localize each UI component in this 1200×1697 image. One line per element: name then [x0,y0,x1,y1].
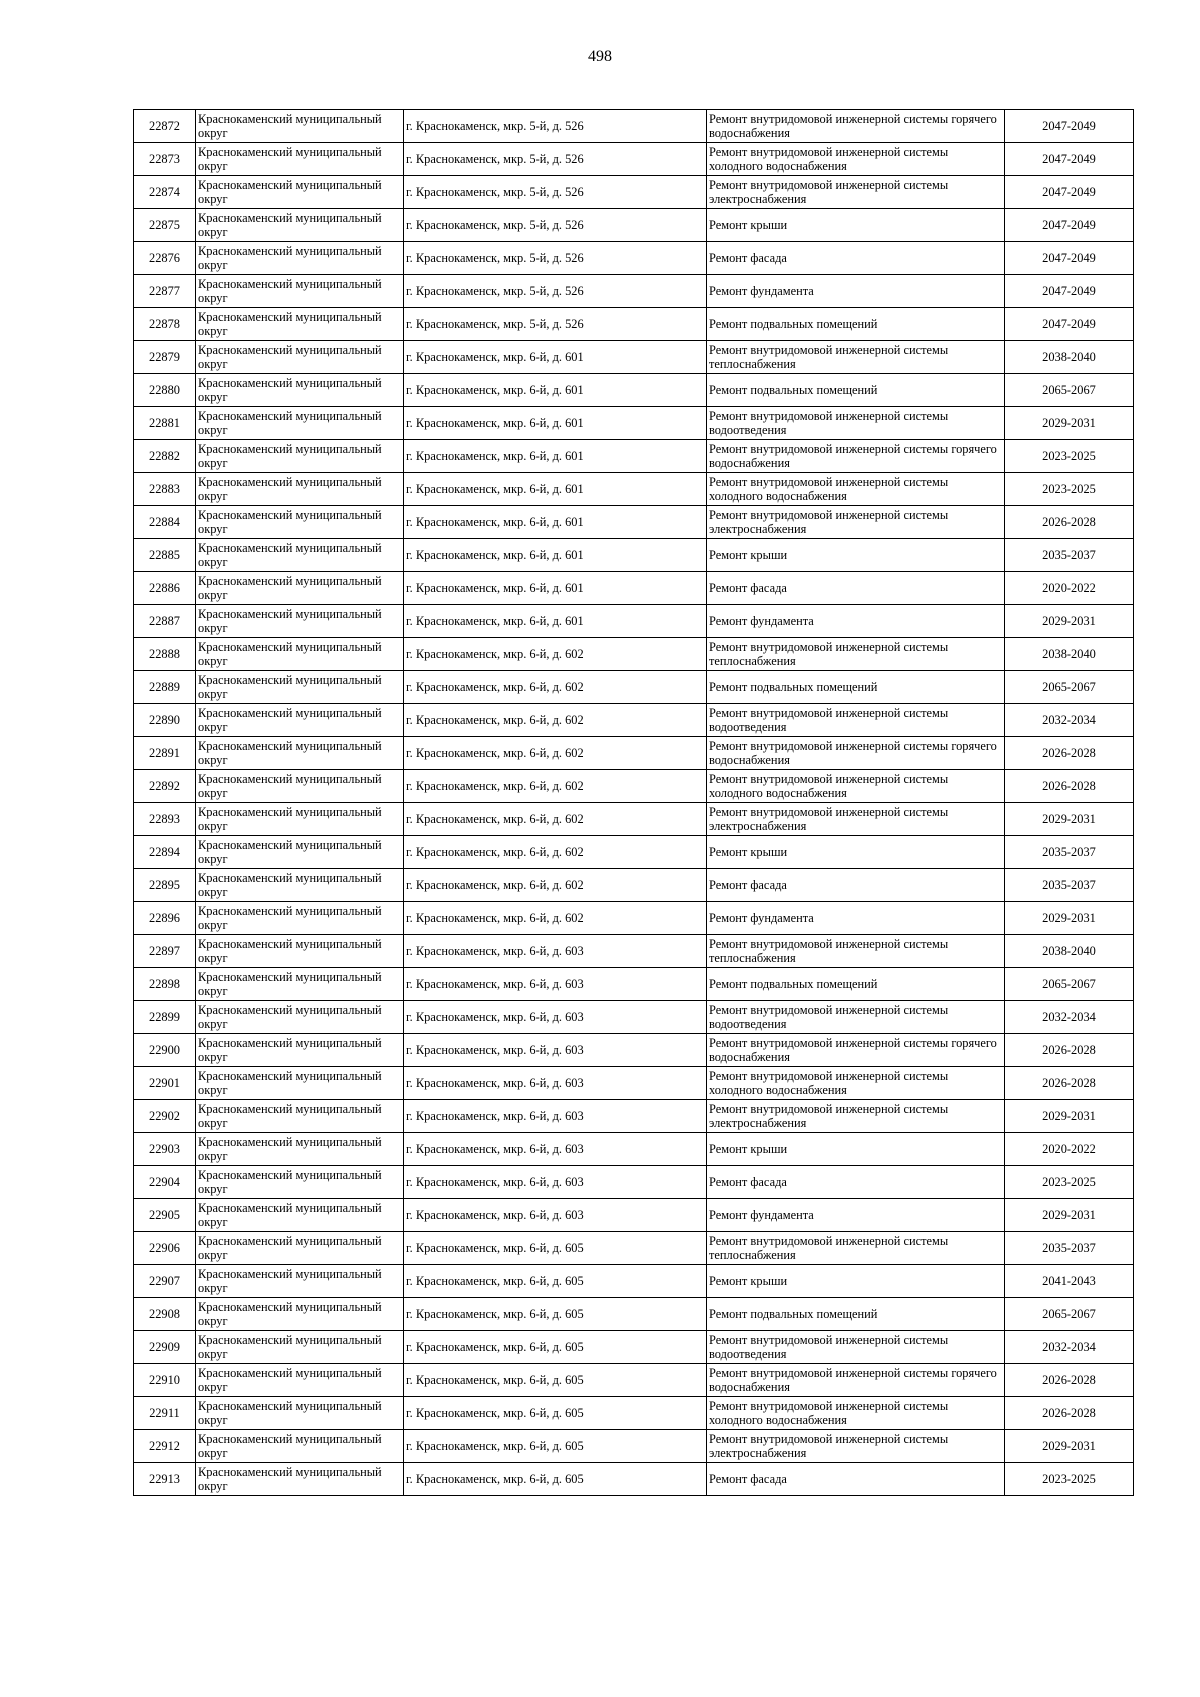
municipality-cell: Краснокаменский муниципальный округ [196,770,404,803]
table-row [134,1331,1134,1364]
period-cell: 2035-2037 [1005,836,1134,869]
municipality-cell: Краснокаменский муниципальный округ [196,308,404,341]
work-type-cell: Ремонт внутридомовой инженерной системы электроснабжения [707,506,1005,539]
row-number-cell: 22882 [134,440,196,473]
address-cell: г. Краснокаменск, мкр. 6-й, д. 603 [404,935,707,968]
row-number-cell: 22884 [134,506,196,539]
row-number-cell: 22894 [134,836,196,869]
period-cell: 2047-2049 [1005,209,1134,242]
row-number-cell: 22885 [134,539,196,572]
municipality-cell: Краснокаменский муниципальный округ [196,341,404,374]
period-cell: 2041-2043 [1005,1265,1134,1298]
period-cell: 2026-2028 [1005,1397,1134,1430]
municipality-cell: Краснокаменский муниципальный округ [196,1397,404,1430]
table-row [134,1034,1134,1067]
municipality-cell: Краснокаменский муниципальный округ [196,1364,404,1397]
work-type-cell: Ремонт внутридомовой инженерной системы электроснабжения [707,803,1005,836]
row-number-cell: 22892 [134,770,196,803]
table-row [134,737,1134,770]
table-row [134,1067,1134,1100]
address-cell: г. Краснокаменск, мкр. 6-й, д. 605 [404,1430,707,1463]
row-number-cell: 22878 [134,308,196,341]
period-cell: 2047-2049 [1005,176,1134,209]
address-cell: г. Краснокаменск, мкр. 6-й, д. 602 [404,737,707,770]
work-type-cell: Ремонт крыши [707,1133,1005,1166]
work-type-cell: Ремонт внутридомовой инженерной системы горячего водоснабжения [707,440,1005,473]
table-row [134,1463,1134,1496]
work-type-cell: Ремонт внутридомовой инженерной системы горячего водоснабжения [707,1364,1005,1397]
row-number-cell: 22874 [134,176,196,209]
municipality-cell: Краснокаменский муниципальный округ [196,1100,404,1133]
municipality-cell: Краснокаменский муниципальный округ [196,1199,404,1232]
row-number-cell: 22880 [134,374,196,407]
period-cell: 2029-2031 [1005,803,1134,836]
address-cell: г. Краснокаменск, мкр. 6-й, д. 603 [404,1199,707,1232]
period-cell: 2032-2034 [1005,1001,1134,1034]
municipality-cell: Краснокаменский муниципальный округ [196,1298,404,1331]
municipality-cell: Краснокаменский муниципальный округ [196,671,404,704]
municipality-cell: Краснокаменский муниципальный округ [196,1265,404,1298]
period-cell: 2038-2040 [1005,341,1134,374]
row-number-cell: 22877 [134,275,196,308]
work-type-cell: Ремонт крыши [707,209,1005,242]
municipality-cell: Краснокаменский муниципальный округ [196,572,404,605]
period-cell: 2065-2067 [1005,968,1134,1001]
row-number-cell: 22879 [134,341,196,374]
municipality-cell: Краснокаменский муниципальный округ [196,539,404,572]
period-cell: 2023-2025 [1005,1463,1134,1496]
table-row [134,209,1134,242]
period-cell: 2029-2031 [1005,605,1134,638]
work-type-cell: Ремонт внутридомовой инженерной системы водоотведения [707,407,1005,440]
work-type-cell: Ремонт фундамента [707,275,1005,308]
table-row [134,1166,1134,1199]
period-cell: 2026-2028 [1005,737,1134,770]
address-cell: г. Краснокаменск, мкр. 6-й, д. 603 [404,968,707,1001]
table-row [134,1199,1134,1232]
municipality-cell: Краснокаменский муниципальный округ [196,176,404,209]
address-cell: г. Краснокаменск, мкр. 6-й, д. 603 [404,1100,707,1133]
table-row [134,803,1134,836]
table-row [134,308,1134,341]
table-row [134,704,1134,737]
municipality-cell: Краснокаменский муниципальный округ [196,836,404,869]
table-row [134,1298,1134,1331]
row-number-cell: 22913 [134,1463,196,1496]
period-cell: 2047-2049 [1005,242,1134,275]
period-cell: 2023-2025 [1005,473,1134,506]
address-cell: г. Краснокаменск, мкр. 6-й, д. 601 [404,506,707,539]
period-cell: 2026-2028 [1005,770,1134,803]
address-cell: г. Краснокаменск, мкр. 6-й, д. 602 [404,836,707,869]
row-number-cell: 22889 [134,671,196,704]
period-cell: 2047-2049 [1005,308,1134,341]
work-type-cell: Ремонт внутридомовой инженерной системы электроснабжения [707,176,1005,209]
address-cell: г. Краснокаменск, мкр. 6-й, д. 603 [404,1001,707,1034]
period-cell: 2035-2037 [1005,1232,1134,1265]
row-number-cell: 22881 [134,407,196,440]
address-cell: г. Краснокаменск, мкр. 6-й, д. 605 [404,1331,707,1364]
row-number-cell: 22912 [134,1430,196,1463]
row-number-cell: 22887 [134,605,196,638]
row-number-cell: 22893 [134,803,196,836]
period-cell: 2020-2022 [1005,572,1134,605]
table-row [134,374,1134,407]
municipality-cell: Краснокаменский муниципальный округ [196,242,404,275]
period-cell: 2065-2067 [1005,374,1134,407]
work-type-cell: Ремонт внутридомовой инженерной системы холодного водоснабжения [707,473,1005,506]
municipality-cell: Краснокаменский муниципальный округ [196,869,404,902]
table-row [134,968,1134,1001]
municipality-cell: Краснокаменский муниципальный округ [196,407,404,440]
work-type-cell: Ремонт подвальных помещений [707,1298,1005,1331]
row-number-cell: 22904 [134,1166,196,1199]
period-cell: 2029-2031 [1005,1199,1134,1232]
address-cell: г. Краснокаменск, мкр. 6-й, д. 602 [404,704,707,737]
work-type-cell: Ремонт подвальных помещений [707,968,1005,1001]
address-cell: г. Краснокаменск, мкр. 5-й, д. 526 [404,308,707,341]
municipality-cell: Краснокаменский муниципальный округ [196,902,404,935]
municipality-cell: Краснокаменский муниципальный округ [196,737,404,770]
table-row [134,1001,1134,1034]
municipality-cell: Краснокаменский муниципальный округ [196,638,404,671]
municipality-cell: Краснокаменский муниципальный округ [196,275,404,308]
municipality-cell: Краснокаменский муниципальный округ [196,605,404,638]
period-cell: 2026-2028 [1005,506,1134,539]
address-cell: г. Краснокаменск, мкр. 5-й, д. 526 [404,275,707,308]
address-cell: г. Краснокаменск, мкр. 6-й, д. 603 [404,1067,707,1100]
period-cell: 2029-2031 [1005,902,1134,935]
municipality-cell: Краснокаменский муниципальный округ [196,506,404,539]
period-cell: 2023-2025 [1005,440,1134,473]
page-number: 498 [588,48,612,65]
table-row [134,836,1134,869]
row-number-cell: 22890 [134,704,196,737]
work-type-cell: Ремонт фундамента [707,605,1005,638]
work-type-cell: Ремонт подвальных помещений [707,308,1005,341]
work-type-cell: Ремонт крыши [707,539,1005,572]
row-number-cell: 22883 [134,473,196,506]
address-cell: г. Краснокаменск, мкр. 6-й, д. 602 [404,638,707,671]
municipality-cell: Краснокаменский муниципальный округ [196,143,404,176]
table-row [134,1133,1134,1166]
municipality-cell: Краснокаменский муниципальный округ [196,209,404,242]
address-cell: г. Краснокаменск, мкр. 6-й, д. 603 [404,1133,707,1166]
municipality-cell: Краснокаменский муниципальный округ [196,1331,404,1364]
address-cell: г. Краснокаменск, мкр. 6-й, д. 602 [404,671,707,704]
address-cell: г. Краснокаменск, мкр. 5-й, д. 526 [404,143,707,176]
row-number-cell: 22873 [134,143,196,176]
municipality-cell: Краснокаменский муниципальный округ [196,1166,404,1199]
municipality-cell: Краснокаменский муниципальный округ [196,704,404,737]
table-row [134,869,1134,902]
work-type-cell: Ремонт внутридомовой инженерной системы холодного водоснабжения [707,143,1005,176]
address-cell: г. Краснокаменск, мкр. 6-й, д. 605 [404,1265,707,1298]
address-cell: г. Краснокаменск, мкр. 6-й, д. 601 [404,572,707,605]
table-row [134,440,1134,473]
table-row [134,671,1134,704]
period-cell: 2032-2034 [1005,704,1134,737]
municipality-cell: Краснокаменский муниципальный округ [196,1430,404,1463]
table-row [134,1364,1134,1397]
period-cell: 2065-2067 [1005,671,1134,704]
row-number-cell: 22907 [134,1265,196,1298]
table-row [134,275,1134,308]
row-number-cell: 22900 [134,1034,196,1067]
work-type-cell: Ремонт подвальных помещений [707,671,1005,704]
work-type-cell: Ремонт внутридомовой инженерной системы электроснабжения [707,1100,1005,1133]
address-cell: г. Краснокаменск, мкр. 5-й, д. 526 [404,176,707,209]
municipality-cell: Краснокаменский муниципальный округ [196,803,404,836]
table-row [134,638,1134,671]
table-row [134,1100,1134,1133]
municipality-cell: Краснокаменский муниципальный округ [196,1067,404,1100]
work-type-cell: Ремонт внутридомовой инженерной системы теплоснабжения [707,638,1005,671]
period-cell: 2029-2031 [1005,1430,1134,1463]
table-row [134,1265,1134,1298]
work-type-cell: Ремонт внутридомовой инженерной системы теплоснабжения [707,341,1005,374]
address-cell: г. Краснокаменск, мкр. 6-й, д. 601 [404,407,707,440]
work-type-cell: Ремонт фундамента [707,1199,1005,1232]
period-cell: 2038-2040 [1005,638,1134,671]
table-row [134,770,1134,803]
address-cell: г. Краснокаменск, мкр. 6-й, д. 605 [404,1298,707,1331]
row-number-cell: 22875 [134,209,196,242]
table-row [134,1232,1134,1265]
work-type-cell: Ремонт крыши [707,836,1005,869]
table-row [134,110,1134,143]
row-number-cell: 22891 [134,737,196,770]
address-cell: г. Краснокаменск, мкр. 6-й, д. 601 [404,440,707,473]
period-cell: 2065-2067 [1005,1298,1134,1331]
municipality-cell: Краснокаменский муниципальный округ [196,110,404,143]
work-type-cell: Ремонт фасада [707,572,1005,605]
table-row [134,1430,1134,1463]
row-number-cell: 22896 [134,902,196,935]
municipality-cell: Краснокаменский муниципальный округ [196,440,404,473]
repair-schedule-table [133,109,1134,1496]
address-cell: г. Краснокаменск, мкр. 6-й, д. 603 [404,1034,707,1067]
row-number-cell: 22906 [134,1232,196,1265]
period-cell: 2032-2034 [1005,1331,1134,1364]
work-type-cell: Ремонт внутридомовой инженерной системы холодного водоснабжения [707,1067,1005,1100]
address-cell: г. Краснокаменск, мкр. 6-й, д. 601 [404,539,707,572]
address-cell: г. Краснокаменск, мкр. 6-й, д. 605 [404,1364,707,1397]
municipality-cell: Краснокаменский муниципальный округ [196,935,404,968]
address-cell: г. Краснокаменск, мкр. 6-й, д. 602 [404,770,707,803]
row-number-cell: 22897 [134,935,196,968]
address-cell: г. Краснокаменск, мкр. 6-й, д. 601 [404,605,707,638]
period-cell: 2035-2037 [1005,869,1134,902]
table-row [134,539,1134,572]
work-type-cell: Ремонт внутридомовой инженерной системы электроснабжения [707,1430,1005,1463]
address-cell: г. Краснокаменск, мкр. 6-й, д. 601 [404,374,707,407]
table-row [134,605,1134,638]
row-number-cell: 22910 [134,1364,196,1397]
work-type-cell: Ремонт внутридомовой инженерной системы горячего водоснабжения [707,110,1005,143]
table-row [134,506,1134,539]
work-type-cell: Ремонт фасада [707,242,1005,275]
row-number-cell: 22872 [134,110,196,143]
municipality-cell: Краснокаменский муниципальный округ [196,968,404,1001]
row-number-cell: 22903 [134,1133,196,1166]
work-type-cell: Ремонт внутридомовой инженерной системы теплоснабжения [707,1232,1005,1265]
address-cell: г. Краснокаменск, мкр. 6-й, д. 601 [404,341,707,374]
work-type-cell: Ремонт внутридомовой инженерной системы водоотведения [707,704,1005,737]
row-number-cell: 22895 [134,869,196,902]
municipality-cell: Краснокаменский муниципальный округ [196,1463,404,1496]
table-row [134,935,1134,968]
work-type-cell: Ремонт внутридомовой инженерной системы холодного водоснабжения [707,1397,1005,1430]
work-type-cell: Ремонт внутридомовой инженерной системы водоотведения [707,1001,1005,1034]
municipality-cell: Краснокаменский муниципальный округ [196,1034,404,1067]
row-number-cell: 22876 [134,242,196,275]
address-cell: г. Краснокаменск, мкр. 6-й, д. 602 [404,902,707,935]
table-row [134,176,1134,209]
work-type-cell: Ремонт внутридомовой инженерной системы холодного водоснабжения [707,770,1005,803]
work-type-cell: Ремонт внутридомовой инженерной системы горячего водоснабжения [707,1034,1005,1067]
period-cell: 2047-2049 [1005,143,1134,176]
work-type-cell: Ремонт фасада [707,1166,1005,1199]
municipality-cell: Краснокаменский муниципальный округ [196,374,404,407]
period-cell: 2035-2037 [1005,539,1134,572]
address-cell: г. Краснокаменск, мкр. 6-й, д. 603 [404,1166,707,1199]
address-cell: г. Краснокаменск, мкр. 6-й, д. 605 [404,1397,707,1430]
work-type-cell: Ремонт внутридомовой инженерной системы горячего водоснабжения [707,737,1005,770]
table-row [134,143,1134,176]
row-number-cell: 22899 [134,1001,196,1034]
period-cell: 2038-2040 [1005,935,1134,968]
work-type-cell: Ремонт внутридомовой инженерной системы теплоснабжения [707,935,1005,968]
work-type-cell: Ремонт подвальных помещений [707,374,1005,407]
row-number-cell: 22888 [134,638,196,671]
table-row [134,902,1134,935]
address-cell: г. Краснокаменск, мкр. 5-й, д. 526 [404,209,707,242]
table-body [134,110,1134,1496]
table-row [134,341,1134,374]
row-number-cell: 22901 [134,1067,196,1100]
work-type-cell: Ремонт фундамента [707,902,1005,935]
row-number-cell: 22911 [134,1397,196,1430]
period-cell: 2026-2028 [1005,1067,1134,1100]
work-type-cell: Ремонт внутридомовой инженерной системы водоотведения [707,1331,1005,1364]
row-number-cell: 22886 [134,572,196,605]
row-number-cell: 22898 [134,968,196,1001]
address-cell: г. Краснокаменск, мкр. 6-й, д. 602 [404,803,707,836]
table-row [134,1397,1134,1430]
work-type-cell: Ремонт фасада [707,869,1005,902]
municipality-cell: Краснокаменский муниципальный округ [196,1232,404,1265]
table-row [134,473,1134,506]
address-cell: г. Краснокаменск, мкр. 6-й, д. 605 [404,1463,707,1496]
period-cell: 2047-2049 [1005,275,1134,308]
period-cell: 2020-2022 [1005,1133,1134,1166]
row-number-cell: 22902 [134,1100,196,1133]
row-number-cell: 22909 [134,1331,196,1364]
municipality-cell: Краснокаменский муниципальный округ [196,1001,404,1034]
address-cell: г. Краснокаменск, мкр. 6-й, д. 601 [404,473,707,506]
row-number-cell: 22905 [134,1199,196,1232]
address-cell: г. Краснокаменск, мкр. 5-й, д. 526 [404,110,707,143]
period-cell: 2026-2028 [1005,1034,1134,1067]
table-row [134,242,1134,275]
row-number-cell: 22908 [134,1298,196,1331]
table-row [134,572,1134,605]
address-cell: г. Краснокаменск, мкр. 5-й, д. 526 [404,242,707,275]
period-cell: 2029-2031 [1005,1100,1134,1133]
work-type-cell: Ремонт крыши [707,1265,1005,1298]
period-cell: 2029-2031 [1005,407,1134,440]
period-cell: 2026-2028 [1005,1364,1134,1397]
municipality-cell: Краснокаменский муниципальный округ [196,1133,404,1166]
table-row [134,407,1134,440]
municipality-cell: Краснокаменский муниципальный округ [196,473,404,506]
period-cell: 2023-2025 [1005,1166,1134,1199]
address-cell: г. Краснокаменск, мкр. 6-й, д. 605 [404,1232,707,1265]
work-type-cell: Ремонт фасада [707,1463,1005,1496]
address-cell: г. Краснокаменск, мкр. 6-й, д. 602 [404,869,707,902]
period-cell: 2047-2049 [1005,110,1134,143]
